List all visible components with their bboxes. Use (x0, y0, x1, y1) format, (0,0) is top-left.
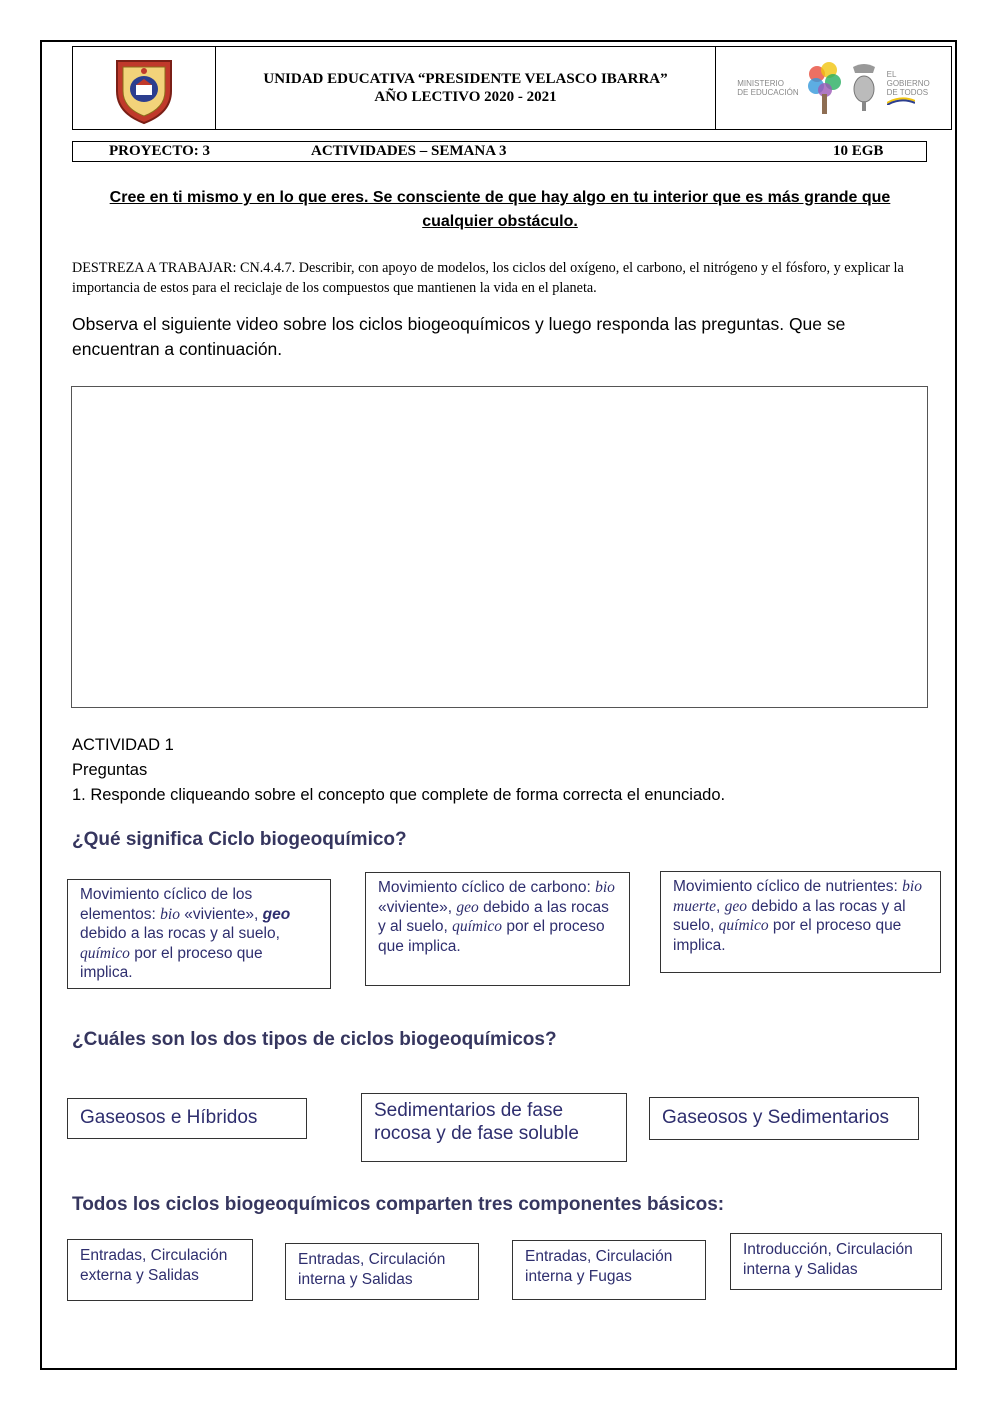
activity-block (72, 733, 725, 808)
ministry-logo: MINISTERIO DE EDUCACIÓN (737, 79, 799, 97)
school-logo-cell (73, 47, 216, 129)
q2-answer-1[interactable]: Gaseosos e Híbridos (67, 1098, 307, 1139)
q1-answer-3[interactable]: Movimiento cíclico de nutrientes: bio muerte, geo debido a las rocas y al suelo, químico por el proceso que implica. (660, 871, 941, 973)
q1-answer-2[interactable]: Movimiento cíclico de carbono: bio «viviente», geo debido a las rocas y al suelo, químico por el proceso que implica. (365, 872, 630, 986)
activity-prompt: 1. Responde cliqueando sobre el concepto que complete de forma correcta el enunciado. (72, 786, 726, 804)
question-3: Todos los ciclos biogeoquímicos comparten tres componentes básicos: (72, 1194, 725, 1215)
activity-title: ACTIVIDAD 1 (72, 736, 174, 754)
coat-of-arms-icon (849, 63, 879, 113)
q3-answer-4[interactable]: Introducción, Circulación interna y Salidas (730, 1233, 942, 1290)
q3-answer-1[interactable]: Entradas, Circulación externa y Salidas (67, 1239, 253, 1301)
activity-subtitle: Preguntas (72, 761, 148, 779)
government-logos-cell (716, 47, 951, 129)
tree-icon (807, 60, 841, 116)
flag-stripes-icon (887, 97, 915, 105)
q2-answer-3[interactable]: Gaseosos y Sedimentarios (649, 1097, 919, 1140)
video-embed[interactable] (71, 386, 928, 708)
school-year: AÑO LECTIVO 2020 - 2021 (374, 89, 557, 105)
q2-answer-2[interactable]: Sedimentarios de fase rocosa y de fase soluble (361, 1093, 627, 1162)
school-name: UNIDAD EDUCATIVA “PRESIDENTE VELASCO IBARRA” (263, 71, 668, 87)
school-title-cell (216, 47, 716, 129)
q3-answer-2[interactable]: Entradas, Circulación interna y Salidas (285, 1243, 479, 1300)
project-number: PROYECTO: 3 (109, 143, 210, 159)
header-table (72, 46, 952, 130)
activities-week: ACTIVIDADES – SEMANA 3 (311, 143, 507, 159)
project-bar (72, 141, 927, 162)
video-instruction: Observa el siguiente video sobre los ciclos biogeoquímicos y luego responda las preguntas. Que se encuentran a continuación. (72, 314, 846, 359)
destreza-text: DESTREZA A TRABAJAR: CN.4.4.7. Describir, con apoyo de modelos, los ciclos del oxígeno, el carbono, el nitrógeno y el fósforo, y explicar la importancia de estos para el reciclaje de los compuestos que mantienen la vida en el planeta. (72, 260, 904, 296)
q1-answer-1[interactable]: Movimiento cíclico de los elementos: bio «viviente», geo debido a las rocas y al suelo, químico por el proceso que implica. (67, 879, 331, 989)
motto: Cree en ti mismo y en lo que eres. Se consciente de que hay algo en tu interior que es más grande que cualquier obstáculo. (109, 189, 891, 230)
question-1: ¿Qué significa Ciclo biogeoquímico? (72, 829, 407, 850)
question-2: ¿Cuáles son los dos tipos de ciclos biogeoquímicos? (72, 1029, 557, 1050)
q3-answer-3[interactable]: Entradas, Circulación interna y Fugas (512, 1240, 706, 1300)
grade-label: 10 EGB (833, 143, 884, 159)
school-crest-icon (109, 51, 179, 125)
government-logo: EL GOBIERNO DE TODOS (887, 70, 930, 107)
